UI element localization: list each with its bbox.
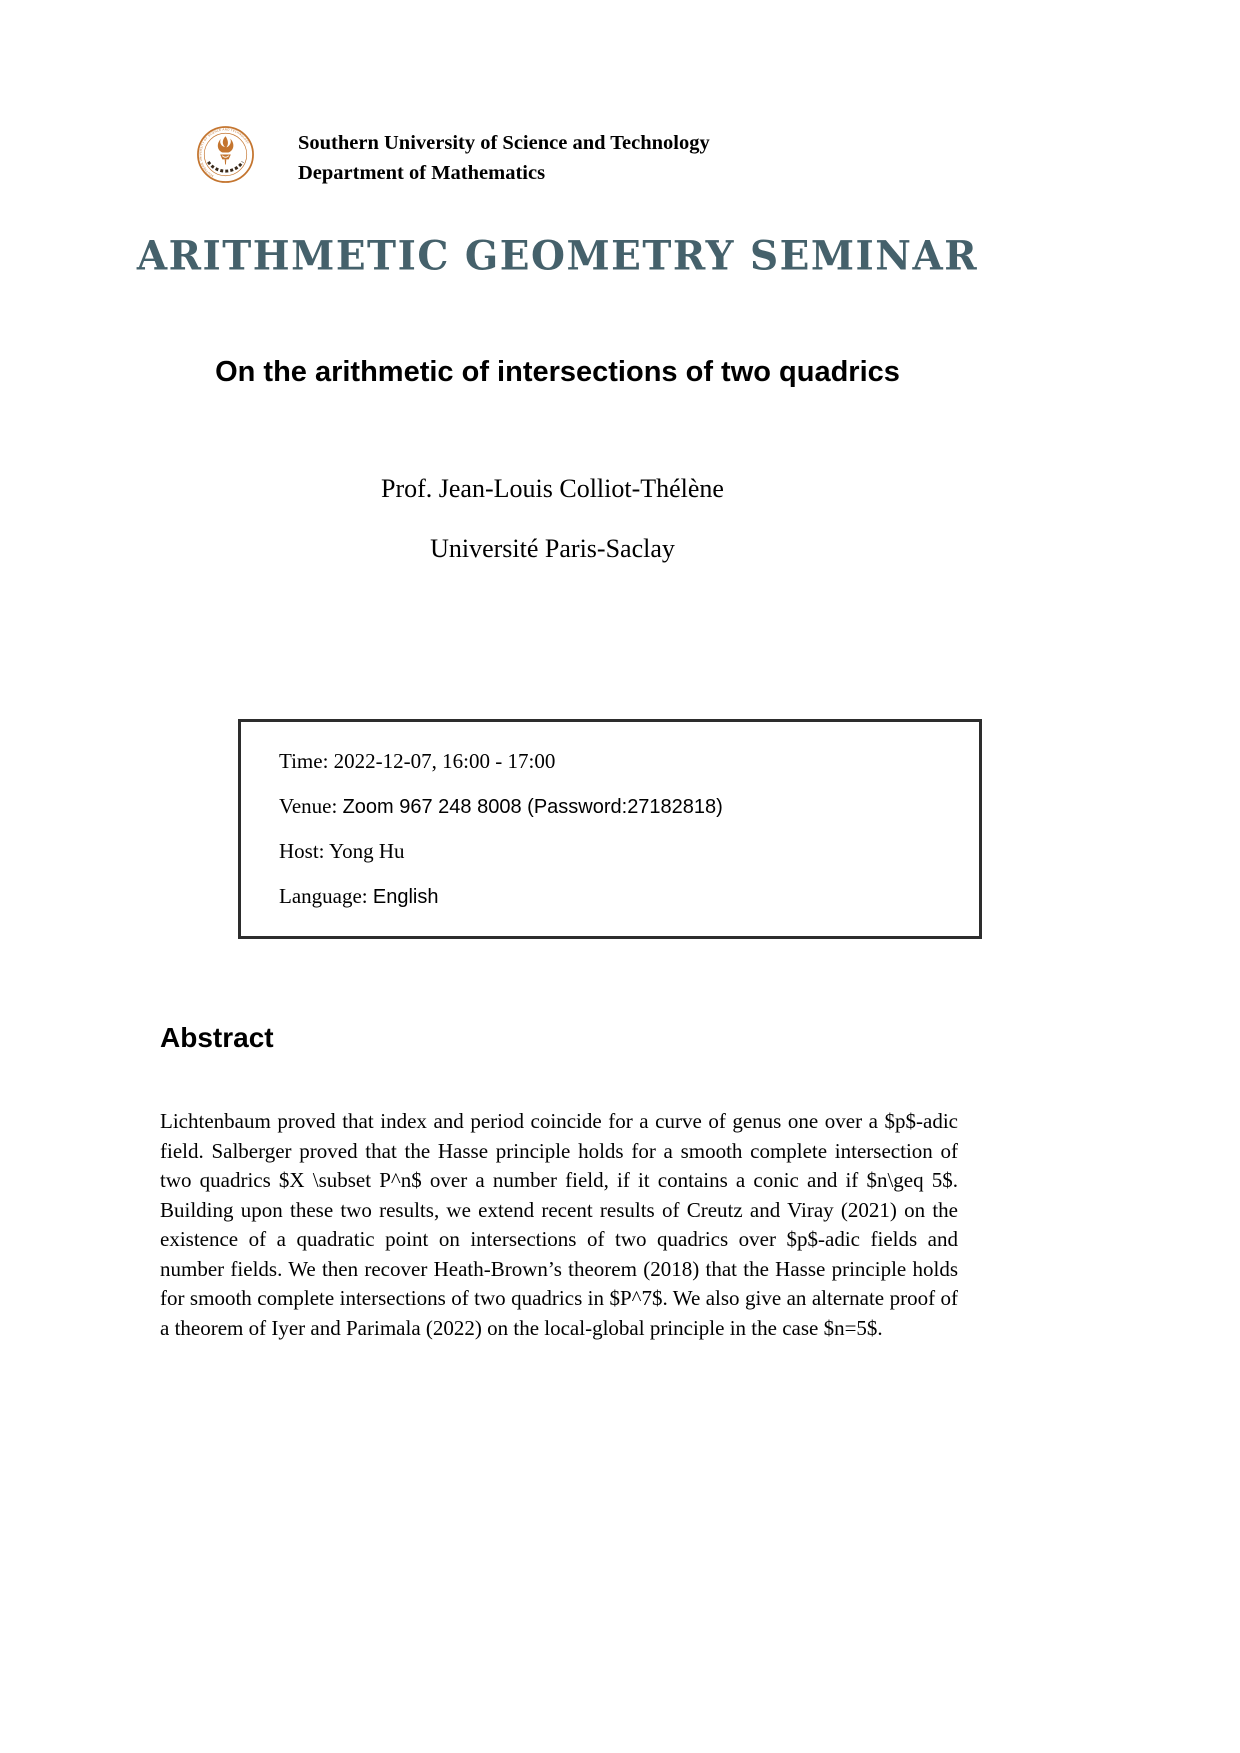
abstract-text: Lichtenbaum proved that index and period coincide for a curve of genus one over a $p$-adic field. Salberger proved that the Hasse principle holds for a smooth complete intersection of two quadrics $X \subset P^n$ over a number field, if it contains a conic and if $n\geq 5$. Building upon these two results, we extend recent results of Creutz and Viray (2021) on the existence of a quadratic point on intersections of two quadrics over $p$-adic fields and number fields. We then recover Heath-Brown’s theorem (2018) that the Hasse principle holds for smooth complete intersections of two quadrics in $P^7$. We also give an alternate proof of a theorem of Iyer and Parimala (2022) on the local-global principle in the case $n=5$.: [160, 1109, 958, 1340]
detail-row-language: [279, 883, 959, 910]
language-value: English: [372, 885, 439, 908]
detail-row-time: [279, 748, 959, 774]
language-label: Language:: [279, 883, 368, 908]
university-logo: [196, 125, 255, 184]
speaker-affiliation: Université Paris-Saclay: [430, 534, 675, 563]
detail-row-venue: [279, 793, 959, 820]
university-name: Southern University of Science and Technology: [298, 132, 710, 154]
seminar-details-box: [238, 719, 982, 939]
abstract-heading: Abstract: [160, 1022, 274, 1053]
time-value: 2022-12-07, 16:00 - 17:00: [333, 749, 556, 774]
venue-label: Venue:: [279, 793, 338, 818]
speaker-name: Prof. Jean-Louis Colliot-Thélène: [381, 474, 724, 503]
host-value: Yong Hu: [329, 839, 405, 864]
time-label: Time:: [279, 749, 329, 774]
seal-rim-text: SOUTHERN UNIVERSITY OF SCIENCE AND TECHNOLOGY: [198, 127, 250, 179]
host-label: Host:: [279, 839, 325, 864]
talk-title: On the arithmetic of intersections of two quadrics: [215, 356, 900, 388]
detail-row-host: [279, 838, 959, 864]
seminar-series-title: ARITHMETIC GEOMETRY SEMINAR: [136, 232, 979, 280]
venue-value: Zoom 967 248 8008 (Password:27182818): [342, 795, 723, 818]
header-text-block: [298, 128, 710, 188]
sustech-seal-icon: [196, 125, 255, 184]
department-name: Department of Mathematics: [298, 162, 546, 184]
